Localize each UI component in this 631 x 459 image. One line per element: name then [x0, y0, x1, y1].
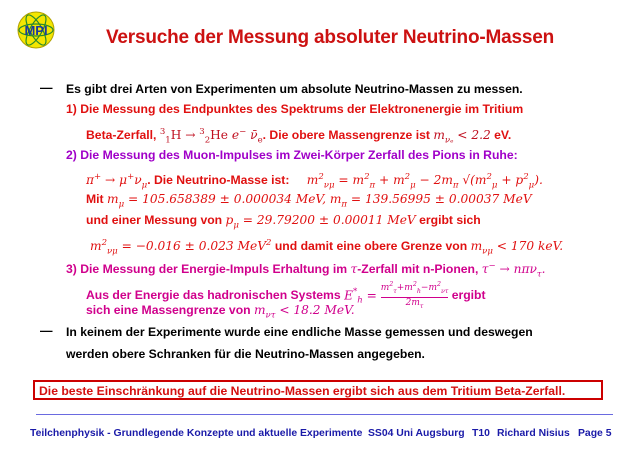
item2-heading: 2) Die Messung des Muon-Impulses im Zwei-Körper Zerfall des Pions in Ruhe:	[66, 148, 518, 162]
bullet-dash: —	[40, 324, 53, 338]
item2-line5: $m^2_{\nu\mu} = -0.016 \pm 0.023$ MeV$^2$ und damit eine obere Grenze von $m_{\nu\mu} < 170$ keV.	[90, 238, 564, 257]
item2-line3: Mit $m_\mu = 105.658389 \pm 0.000034$ MeV, $m_\pi = 139.56995 \pm 0.00037$ MeV	[86, 192, 532, 210]
footer-term: SS04 Uni Augsburg	[368, 428, 465, 439]
item3-line3: sich eine Massengrenze von $m_{\nu\tau} < 18.2$ MeV.	[86, 303, 355, 321]
conclusion-line1: In keinem der Experimente wurde eine endliche Masse gemessen und deswegen	[66, 325, 533, 339]
boxed-note	[33, 380, 603, 400]
item2-line4: und einer Messung von $p_\mu = 29.79200 \pm 0.00011$ MeV ergibt sich	[86, 213, 481, 231]
conclusion-line2: werden obere Schranken für die Neutrino-Massen angegeben.	[66, 347, 425, 361]
item3-line2: Aus der Energie das hadronischen Systems $E^*_h$ = $\frac{m^2_\tau+m^2_h-m^2_{\nu\tau}}{2m_\tau}$ ergibt	[86, 281, 486, 310]
item1-heading: 1) Die Messung des Endpunktes des Spektrums der Elektronenergie im Tritium	[66, 102, 524, 116]
footer-author: Richard Nisius	[497, 428, 570, 439]
footer-topic: T10	[472, 428, 490, 439]
intro-text: Es gibt drei Arten von Experimenten um absolute Neutrino-Massen zu messen.	[66, 82, 523, 96]
bullet-dash: —	[40, 81, 53, 95]
item1-line2: Beta-Zerfall, $^3_1$H → $^3_2$He e− $\nū_e$. Die obere Massengrenze ist $m_{\nu_e} < 2.2$ eV.	[86, 127, 512, 146]
mpi-logo	[14, 10, 58, 50]
footer-course: Teilchenphysik - Grundlegende Konzepte und aktuelle Experimente	[30, 428, 363, 439]
page-title: Versuche der Messung absoluter Neutrino-Massen	[106, 27, 554, 48]
svg-text:MPI: MPI	[24, 23, 48, 38]
item3-heading: 3) Die Messung der Energie-Impuls Erhaltung im τ-Zerfall mit n-Pionen, τ− → nπν$_\tau$.	[66, 261, 546, 280]
boxed-note-text: Die beste Einschränkung auf die Neutrino-Massen ergibt sich aus dem Tritium Beta-Zerfall.	[39, 384, 566, 398]
footer-rule	[36, 414, 613, 415]
item2-line2: $\pi^+ \to \mu^+\nu_\mu$. Die Neutrino-Masse ist: $m^2_{\nu\mu} = m^2_\pi + m^2_\mu - 2m_\pi$ $√(m^2_\mu + p^2_\mu)$.	[86, 172, 543, 191]
footer-page: Page 5	[578, 428, 612, 439]
